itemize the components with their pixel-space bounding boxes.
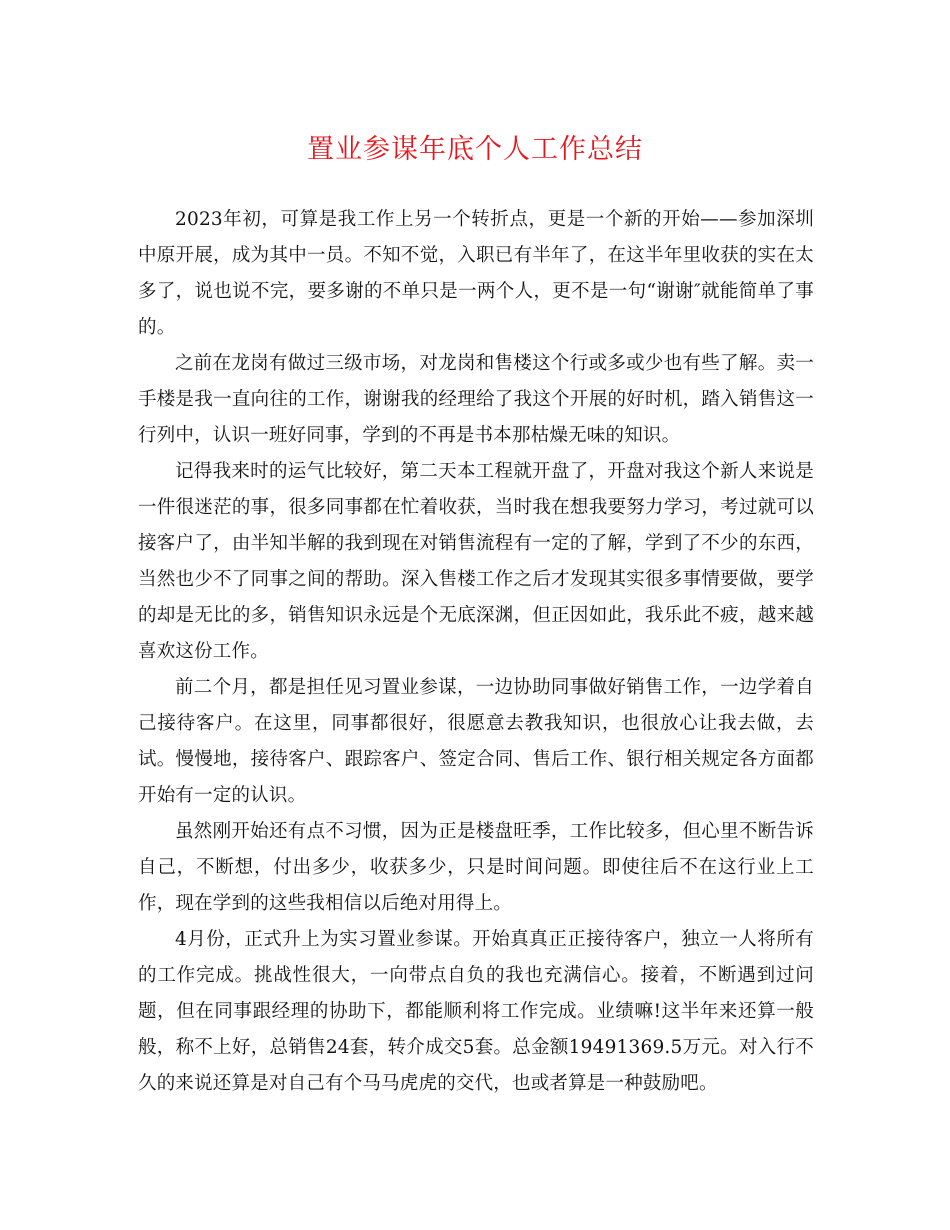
paragraph-4: 前二个月，都是担任见习置业参谋，一边协助同事做好销售工作，一边学着自己接待客户。在这里，同事都很好，很愿意去教我知识，也很放心让我去做，去试。慢慢地，接待客户、跟踪客户、签定合同、售后工作、银行相关规定各方面都开始有一定的认识。: [138, 677, 814, 806]
paragraph-2: 之前在龙岗有做过三级市场，对龙岗和售楼这个行或多或少也有些了解。卖一手楼是我一直向往的工作，谢谢我的经理给了我这个开展的好时机，踏入销售这一行列中，认识一班好同事，学到的不再是书本那枯燥无味的知识。: [138, 353, 814, 446]
paragraph-3: 记得我来时的运气比较好，第二天本工程就开盘了，开盘对我这个新人来说是一件很迷茫的事，很多同事都在忙着收获，当时我在想我要努力学习，考过就可以接客户了，由半知半解的我到现在对销售流程有一定的了解，学到了不少的东西，当然也少不了同事之间的帮助。深入售楼工作之后才发现其实很多事情要做，要学的却是无比的多，销售知识永远是个无底深渊，但正因如此，我乐此不疲，越来越喜欢这份工作。: [138, 461, 814, 662]
document-body: [138, 202, 814, 1102]
paragraph-5: 虽然刚开始还有点不习惯，因为正是楼盘旺季，工作比较多，但心里不断告诉自己，不断想，付出多少，收获多少，只是时间问题。即使往后不在这行业上工作，现在学到的这些我相信以后绝对用得上。: [138, 821, 814, 914]
document-title: 置业参谋年底个人工作总结: [307, 134, 643, 165]
paragraph-6: 4月份，正式升上为实习置业参谋。开始真真正正接待客户，独立一人将所有的工作完成。挑战性很大，一向带点自负的我也充满信心。接着，不断遇到过问题，但在同事跟经理的协助下，都能顺利将工作完成。业绩嘛!这半年来还算一般般，称不上好，总销售24套，转介成交5套。总金额19491369.5万元。对入行不久的来说还算是对自己有个马马虎虎的交代，也或者算是一种鼓励吧。: [138, 929, 814, 1094]
paragraph-1: 2023年初，可算是我工作上另一个转折点，更是一个新的开始——参加深圳中原开展，成为其中一员。不知不觉，入职已有半年了，在这半年里收获的实在太多了，说也说不完，要多谢的不单只是一两个人，更不是一句“谢谢″就能简单了事的。: [138, 209, 814, 338]
